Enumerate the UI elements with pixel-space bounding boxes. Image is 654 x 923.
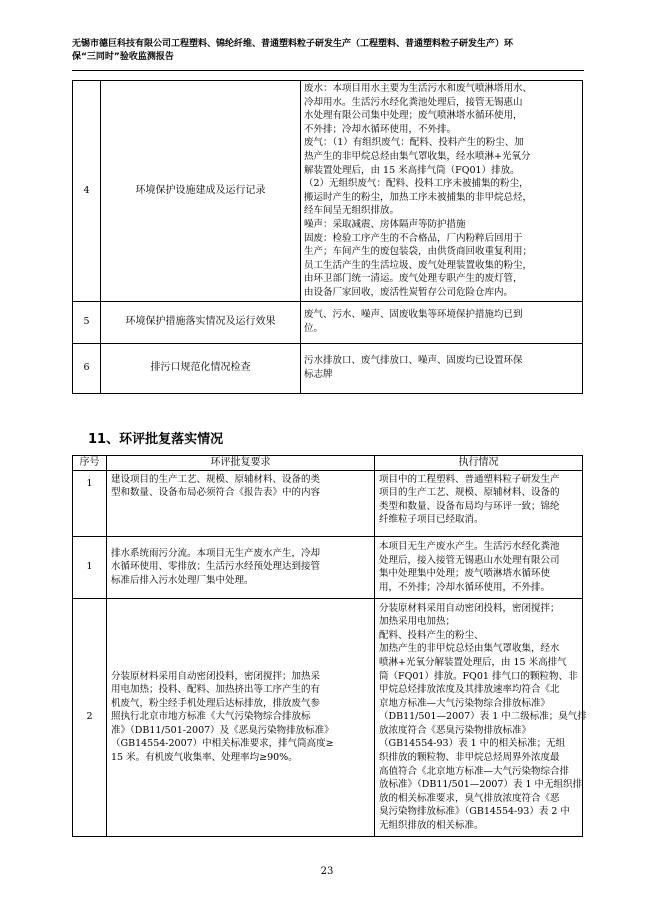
row-number: 5 <box>73 301 101 343</box>
page-number: 23 <box>320 866 334 877</box>
table-row <box>73 81 583 302</box>
row-item: 排污口规范化情况检查 <box>101 343 301 393</box>
row-item: 环境保护设施建成及运行记录 <box>101 81 301 302</box>
header-requirement: 环评批复要求 <box>107 456 375 471</box>
row-requirement: 建设项目的生产工艺、规模、原辅材料、设备的类 型和数量、设备布局必须符合《报告表》中的内容 <box>107 470 375 536</box>
header-line-1: 无锡市德巨科技有限公司工程塑料、锦纶纤维、普通塑料粒子研发生产（工程塑料、普通塑料粒子研发生产）环 <box>72 39 514 49</box>
table-row <box>73 536 583 598</box>
row-requirement: 分装原材料采用自动密闭投料，密闭搅拌；加热采 用电加热；投料、配料、加热挤出等工序产生的有 机废气，粉尘经手机处理后达标排放，排放废气参 照执行北京市地方标准《大气污染物综合排放标 准》（DB11/501-2007）及《恶臭污染物排放标准》 （GB14554-2007）中相关标准要求，排气筒高度≥ 15 米。有机废气收集率、处理率均≥90%。 <box>107 598 375 836</box>
row-execution: 本项目无生产废水产生。生活污水经化粪池 处理后，接入接管无锡惠山水处理有限公司 集中处理集中处理；废气喷淋塔水循环使 用，不外排；冷却水循环使用，不外排。 <box>375 536 583 598</box>
row-number: 1 <box>73 536 107 598</box>
document-header <box>72 38 584 64</box>
table-row <box>73 301 583 343</box>
section-title: 11、环评批复落实情况 <box>88 432 224 447</box>
row-description: 污水排放口、废气排放口、噪声、固废均已设置环保 标志牌 <box>301 343 583 393</box>
row-number: 4 <box>73 81 101 302</box>
row-number: 6 <box>73 343 101 393</box>
row-number: 1 <box>73 470 107 536</box>
row-number: 2 <box>73 598 107 836</box>
row-execution: 分装原材料采用自动密闭投料，密闭搅拌； 加热采用电加热； 配料、投料产生的粉尘、 加热产生的非甲烷总烃由集气罩收集，经水 喷淋+光氧分解装置处理后，由 15 米高排气 筒（FQ01）排放。FQ01 排气口的颗粒物、非 甲烷总烃排放浓度及其排放速率均符合《北 京地方标准—大气污染物综合排放标准》 （DB11/501—2007）表 1 中二级标准；臭气排 放浓度符合《恶臭污染物排放标准》 （GB14554-93）表 1 中的相关标准；无组 织排放的颗粒物、非甲烷总烃周界外浓度最 高值符合《北京地方标准—大气污染物综合排 放标准》（DB11/501—2007）表 1 中无组织排 放的相关标准要求，臭气排放浓度符合《恶 臭污染物排放标准》（GB14554-93）表 2 中 无组织排放的相关标准。 <box>375 598 583 836</box>
row-requirement: 排水系统雨污分流。本项目无生产废水产生，冷却 水循环使用、零排放；生活污水经预处理达到接管 标准后排入污水处理厂集中处理。 <box>107 536 375 598</box>
row-item: 环境保护措施落实情况及运行效果 <box>101 301 301 343</box>
header-rule <box>72 70 584 71</box>
header-num: 序号 <box>73 456 107 471</box>
row-execution: 项目中的工程塑料、普通塑料粒子研发生产 项目的生产工艺、规模、原辅材料、设备的 类型和数量、设备布局均与环评一致；锦纶 纤维粒子项目已经取消。 <box>375 470 583 536</box>
table-row <box>73 343 583 393</box>
header-line-2: 保“三同时”验收监测报告 <box>72 52 174 62</box>
facility-table <box>72 80 583 394</box>
table-row <box>73 598 583 836</box>
row-description: 废气、污水、噪声、固废收集等环境保护措施均已到 位。 <box>301 301 583 343</box>
row-description: 废水：本项目用水主要为生活污水和废气喷淋塔用水、 冷却用水。生活污水经化粪池处理后，接管无锡惠山 水处理有限公司集中处理；废气喷淋塔水循环使用， 不外排；冷却水循环使用，不外排。 废气：（1）有组织废气：配料、投料产生的粉尘、加 热产生的非甲烷总烃由集气罩收集，经水喷淋+光氧分 解装置处理后，由 15 米高排气筒（FQ01）排放。 （2）无组织废气：配料、投料工序未被捕集的粉尘， 搬运时产生的粉尘，加热工序未被捕集的非甲烷总烃， 经车间呈无组织排放。 噪声：采取减震、房体隔声等防护措施 固废：检验工序产生的不合格品，厂内粉粹后回用于 生产；车间产生的废包装袋，由供货商回收重复利用； 员工生活产生的生活垃圾、废气处理装置收集的粉尘， 由环卫部门统一清运。废气处理专职产生的废灯管， 由设备厂家回收，废活性炭暂存公司危险仓库内。 <box>301 81 583 302</box>
table-row <box>73 470 583 536</box>
table-header-row <box>73 456 583 471</box>
approval-table <box>72 455 587 837</box>
header-execution: 执行情况 <box>375 456 583 471</box>
